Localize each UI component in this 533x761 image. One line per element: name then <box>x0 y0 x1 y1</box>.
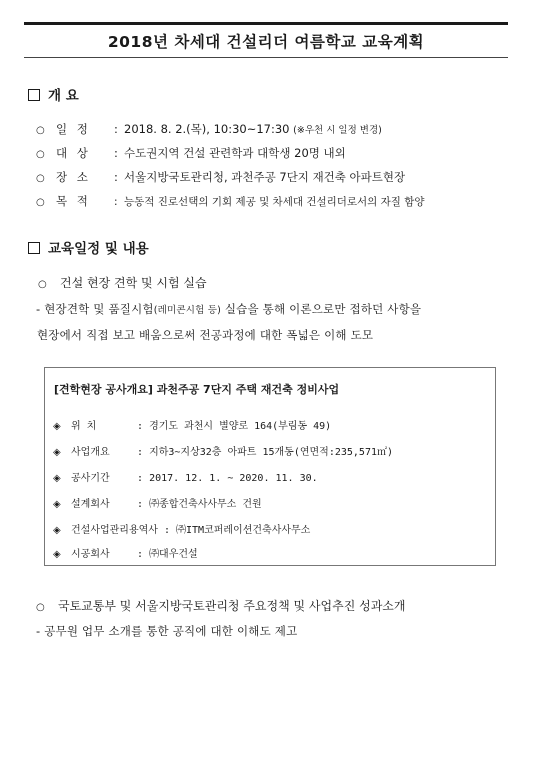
section-overview-heading: 개 요 <box>28 84 79 104</box>
schedule-desc1-line2: 현장에서 직접 보고 배움으로써 전공과정에 대한 폭넓은 이해 도모 <box>37 328 374 342</box>
circle-bullet-icon: ○ <box>36 602 45 613</box>
project-row-contractor: ◈ 시공회사 : ㈜대우건설 <box>53 549 198 560</box>
overview-value: 2018. 8. 2.(목), 10:30~17:30 <box>124 122 294 136</box>
diamond-bullet-icon: ◈ <box>53 447 61 458</box>
circle-bullet-icon: ○ <box>38 279 47 290</box>
project-overview-box <box>44 367 496 566</box>
document-title-box <box>24 22 508 58</box>
project-row-period: ◈ 공사기간 : 2017. 12. 1. ~ 2020. 11. 30. <box>53 473 318 484</box>
square-bullet-icon <box>28 89 40 101</box>
schedule-item-policy: ○ 국토교통부 및 서울지방국토관리청 주요정책 및 사업추진 성과소개 <box>36 599 406 613</box>
project-row-design: ◈ 설계회사 : ㈜종합건축사사무소 건원 <box>53 499 262 510</box>
overview-row-schedule: ○ 일 정 : 2018. 8. 2.(목), 10:30~17:30 (※우천 시 일정 변경) <box>36 122 382 136</box>
overview-value: 수도권지역 건설 관련학과 대학생 20명 내외 <box>124 146 346 160</box>
document-title: 2018년 차세대 건설리더 여름학교 교육계획 <box>107 33 425 51</box>
overview-row-target: ○ 대 상 : 수도권지역 건설 관련학과 대학생 20명 내외 <box>36 146 346 160</box>
circle-bullet-icon: ○ <box>36 197 45 208</box>
diamond-bullet-icon: ◈ <box>53 525 61 536</box>
diamond-bullet-icon: ◈ <box>53 473 61 484</box>
diamond-bullet-icon: ◈ <box>53 421 61 432</box>
schedule-desc2: - 공무원 업무 소개를 통한 공직에 대한 이해도 제고 <box>36 624 298 638</box>
circle-bullet-icon: ○ <box>36 173 45 184</box>
schedule-desc1-line1: - 현장견학 및 품질시험(레미콘시험 등) 실습을 통해 이론으로만 접하던 사항을 <box>36 302 422 316</box>
overview-value: 서울지방국토관리청, 과천주공 7단지 재건축 아파트현장 <box>124 170 406 184</box>
schedule-item-site-visit: ○ 건설 현장 견학 및 시험 실습 <box>38 276 207 290</box>
square-bullet-icon <box>28 242 40 254</box>
section-schedule-heading: 교육일정 및 내용 <box>28 237 149 257</box>
project-heading: [견학현장 공사개요] 과천주공 7단지 주택 재건축 정비사업 <box>54 383 340 396</box>
diamond-bullet-icon: ◈ <box>53 549 61 560</box>
overview-row-purpose: ○ 목 적 : 능동적 진로선택의 기회 제공 및 차세대 건설리더로서의 자질 함양 <box>36 194 425 208</box>
overview-value: 능동적 진로선택의 기회 제공 및 차세대 건설리더로서의 자질 함양 <box>124 196 425 208</box>
project-row-cm: ◈ 건설사업관리용역사 : ㈜ITM코퍼레이션건축사사무소 <box>53 525 311 536</box>
overview-key: 일 정 <box>56 122 91 136</box>
overview-note: (※우천 시 일정 변경) <box>293 125 382 136</box>
overview-key: 목 적 <box>56 194 91 208</box>
overview-key: 대 상 <box>56 146 91 160</box>
circle-bullet-icon: ○ <box>36 149 45 160</box>
project-row-summary: ◈ 사업개요 : 지하3~지상32층 아파트 15개동(연면적:235,571㎡) <box>53 447 394 458</box>
overview-row-location: ○ 장 소 : 서울지방국토관리청, 과천주공 7단지 재건축 아파트현장 <box>36 170 406 184</box>
diamond-bullet-icon: ◈ <box>53 499 61 510</box>
circle-bullet-icon: ○ <box>36 125 45 136</box>
overview-key: 장 소 <box>56 170 91 184</box>
project-row-location: ◈ 위 치 : 경기도 과천시 별양로 164(부림동 49) <box>53 421 332 432</box>
